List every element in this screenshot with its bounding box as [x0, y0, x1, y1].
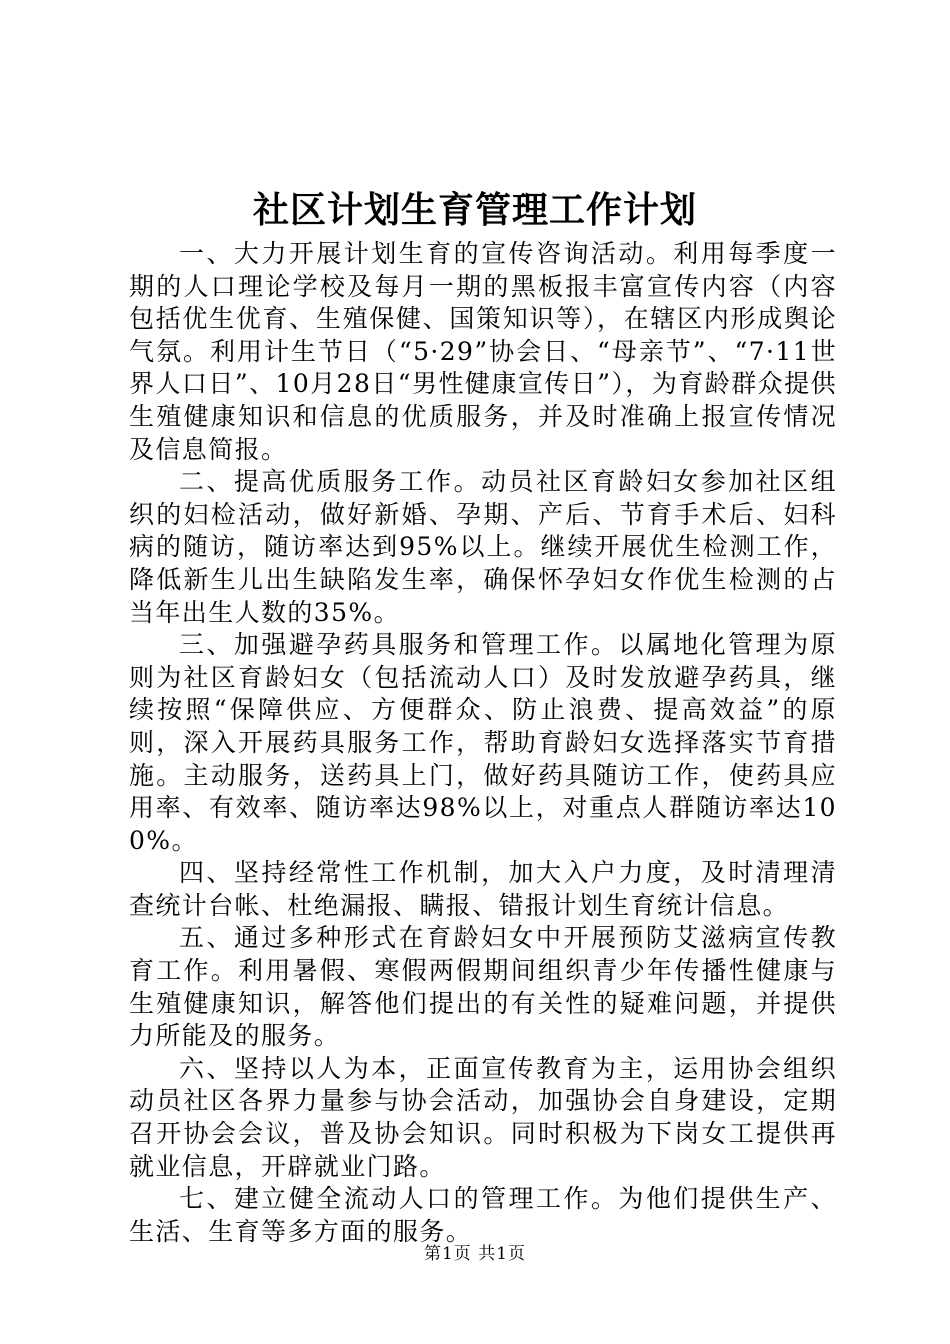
paragraph-4: 四、坚持经常性工作机制，加大入户力度，及时清理清查统计台帐、杜绝漏报、瞒报、错报计划生育统计信息。 — [129, 858, 837, 920]
paragraph-7: 七、建立健全流动人口的管理工作。为他们提供生产、生活、生育等多方面的服务。 — [129, 1184, 837, 1246]
paragraph-2: 二、提高优质服务工作。动员社区育龄妇女参加社区组织的妇检活动，做好新婚、孕期、产后、节育手术后、妇科病的随访，随访率达到95%以上。继续开展优生检测工作，降低新生儿出生缺陷发生率，确保怀孕妇女作优生检测的占当年出生人数的35%。 — [129, 467, 837, 627]
paragraph-1: 一、大力开展计划生育的宣传咨询活动。利用每季度一期的人口理论学校及每月一期的黑板报丰富宣传内容（内容包括优生优育、生殖保健、国策知识等），在辖区内形成舆论气氛。利用计生节日（“5·29”协会日、“母亲节”、“7·11世界人口日”、10月28日“男性健康宣传日”），为育龄群众提供生殖健康知识和信息的优质服务，并及时准确上报宣传情况及信息简报。 — [129, 239, 837, 464]
document-title: 社区计划生育管理工作计划 — [252, 189, 697, 231]
paragraph-5: 五、通过多种形式在育龄妇女中开展预防艾滋病宣传教育工作。利用暑假、寒假两假期间组织青少年传播性健康与生殖健康知识，解答他们提出的有关性的疑难问题，并提供力所能及的服务。 — [129, 923, 837, 1051]
paragraph-3: 三、加强避孕药具服务和管理工作。以属地化管理为原则为社区育龄妇女（包括流动人口）及时发放避孕药具，继续按照“保障供应、方便群众、防止浪费、提高效益”的原则，深入开展药具服务工作，帮助育龄妇女选择落实节育措施。主动服务，送药具上门，做好药具随访工作，使药具应用率、有效率、随访率达98%以上，对重点人群随访率达100%。 — [129, 630, 837, 855]
document-body — [129, 238, 837, 1248]
page-footer: 第1页 共1页 — [423, 1244, 527, 1264]
paragraph-6: 六、坚持以人为本，正面宣传教育为主，运用协会组织动员社区各界力量参与协会活动，加强协会自身建设，定期召开协会会议，普及协会知识。同时积极为下岗女工提供再就业信息，开辟就业门路。 — [129, 1053, 837, 1181]
